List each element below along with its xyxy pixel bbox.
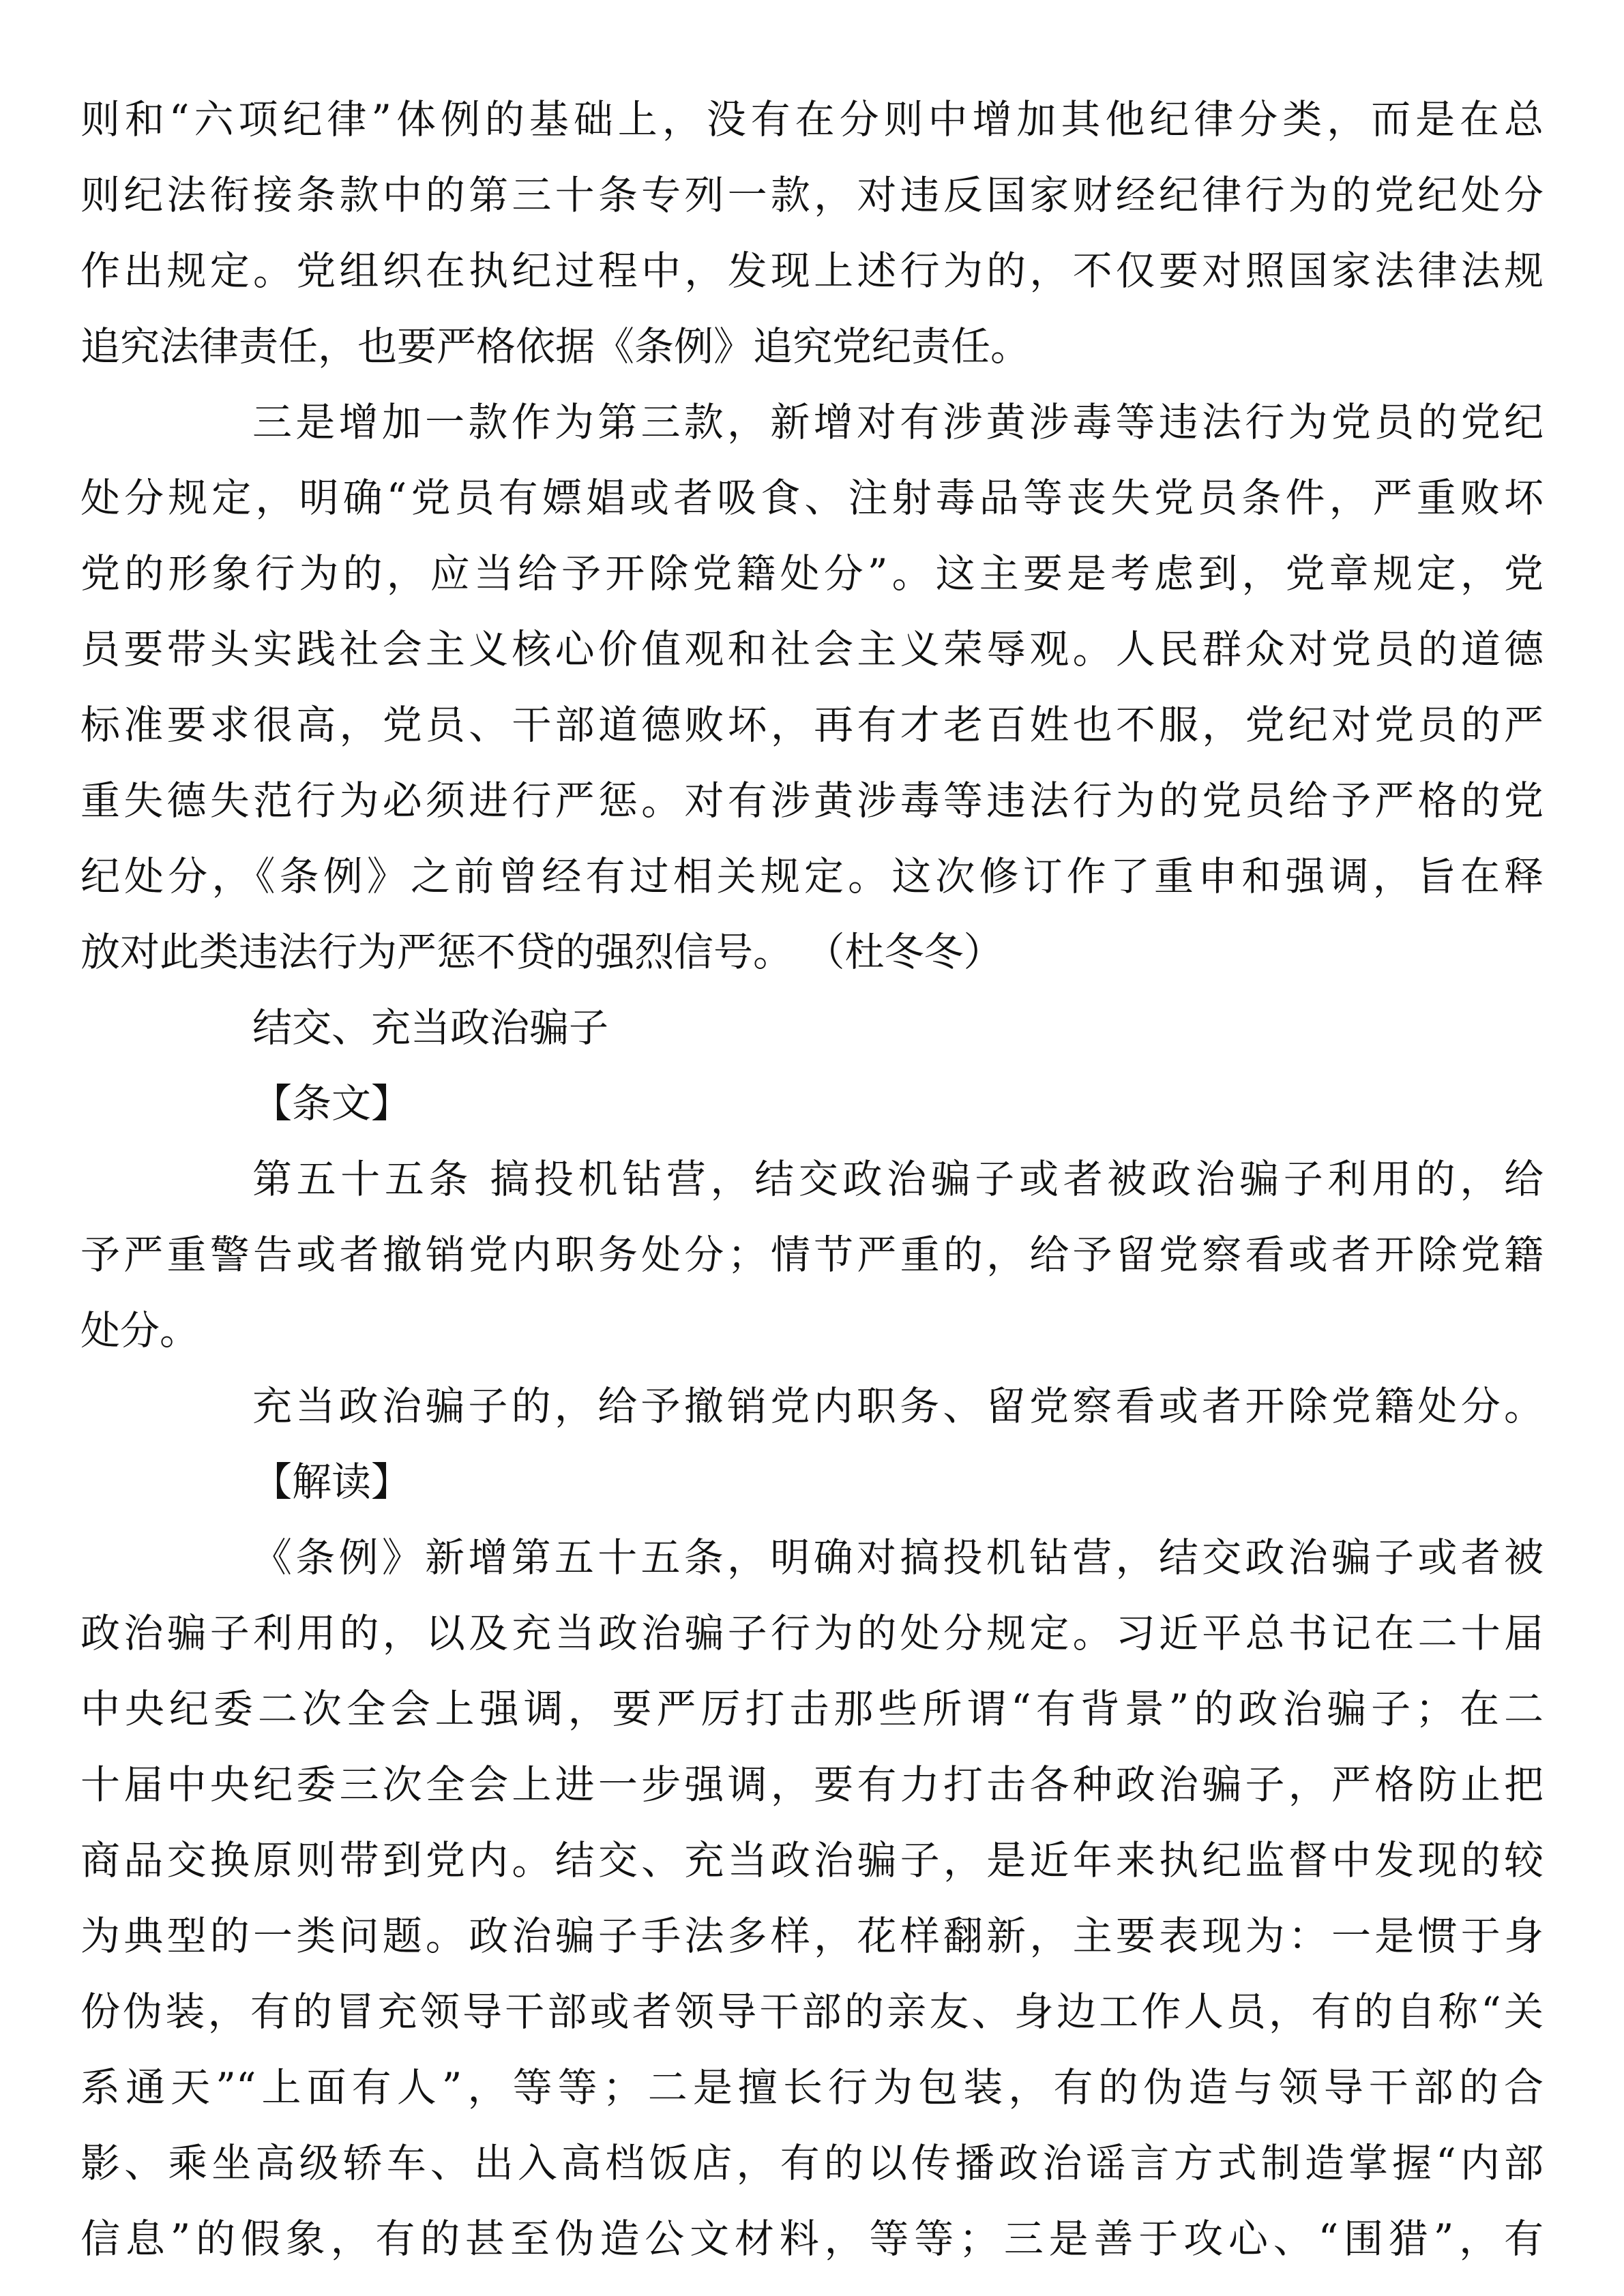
text-line: 信息”的假象，有的甚至伪造公文材料，等等；三是善于攻心、“围猎”，有	[80, 2216, 1544, 2262]
document-body	[80, 82, 1544, 2277]
text-line: 员要带头实践社会主义核心价值观和社会主义荣辱观。人民群众对党员的道德	[80, 626, 1544, 672]
paragraph-third-clause	[80, 385, 1544, 990]
text-line: 纪处分，《条例》之前曾经有过相关规定。这次修订作了重申和强调，旨在释	[80, 853, 1544, 899]
text-line: 予严重警告或者撤销党内职务处分；情节严重的，给予留党察看或者开除党籍	[80, 1232, 1544, 1278]
paragraph-interpretation	[80, 1520, 1544, 2277]
text-line: 追究法律责任，也要严格依据《条例》追究党纪责任。	[80, 323, 1031, 370]
text-line: 处分规定，明确“党员有嫖娼或者吸食、注射毒品等丧失党员条件，严重败坏	[80, 475, 1544, 521]
text-line: 重失德失范行为必须进行严惩。对有涉黄涉毒等违法行为的党员给予严格的党	[80, 777, 1544, 824]
section-heading: 结交、充当政治骗子	[252, 1004, 609, 1051]
article-label: 【条文】	[252, 1080, 411, 1127]
text-line: 作出规定。党组织在执纪过程中，发现上述行为的，不仅要对照国家法律法规	[80, 248, 1544, 294]
text-line: 则和“六项纪律”体例的基础上，没有在分则中增加其他纪律分类，而是在总	[80, 96, 1544, 143]
text-line: 政治骗子利用的，以及充当政治骗子行为的处分规定。习近平总书记在二十届	[80, 1610, 1544, 1656]
text-line: 份伪装，有的冒充领导干部或者领导干部的亲友、身边工作人员，有的自称“关	[80, 1988, 1544, 2035]
text-line: 影、乘坐高级轿车、出入高档饭店，有的以传播政治谣言方式制造掌握“内部	[80, 2140, 1544, 2186]
paragraph-article-55-second	[80, 1369, 1544, 1444]
text-line: 十届中央纪委三次全会上进一步强调，要有力打击各种政治骗子，严格防止把	[80, 1761, 1544, 1808]
text-line: 中央纪委二次全会上强调，要严厉打击那些所谓“有背景”的政治骗子；在二	[80, 1686, 1544, 1732]
text-line: 标准要求很高，党员、干部道德败坏，再有才老百姓也不服，党纪对党员的严	[80, 702, 1544, 748]
paragraph-article-55	[80, 1142, 1544, 1369]
text-line: 放对此类违法行为严惩不贷的强烈信号。 （杜冬冬）	[80, 929, 1003, 975]
text-line: 系通天”“上面有人”，等等；二是擅长行为包装，有的伪造与领导干部的合	[80, 2064, 1544, 2111]
text-line: 第五十五条 搞投机钻营，结交政治骗子或者被政治骗子利用的，给	[252, 1156, 1544, 1202]
text-line: 《条例》新增第五十五条，明确对搞投机钻营，结交政治骗子或者被	[252, 1534, 1544, 1581]
text-line: 商品交换原则带到党内。结交、充当政治骗子，是近年来执纪监督中发现的较	[80, 1837, 1544, 1883]
text-line: 党的形象行为的，应当给予开除党籍处分”。这主要是考虑到，党章规定，党	[80, 550, 1544, 597]
text-line: 为典型的一类问题。政治骗子手法多样，花样翻新，主要表现为：一是惯于身	[80, 1913, 1544, 1959]
interpretation-label: 【解读】	[252, 1459, 411, 1505]
text-line: 三是增加一款作为第三款，新增对有涉黄涉毒等违法行为党员的党纪	[252, 399, 1544, 445]
text-line: 则纪法衔接条款中的第三十条专列一款，对违反国家财经纪律行为的党纪处分	[80, 172, 1544, 218]
paragraph-financial-discipline	[80, 82, 1544, 385]
text-line: 处分。	[80, 1307, 200, 1354]
text-line: 充当政治骗子的，给予撤销党内职务、留党察看或者开除党籍处分。	[252, 1383, 1544, 1429]
